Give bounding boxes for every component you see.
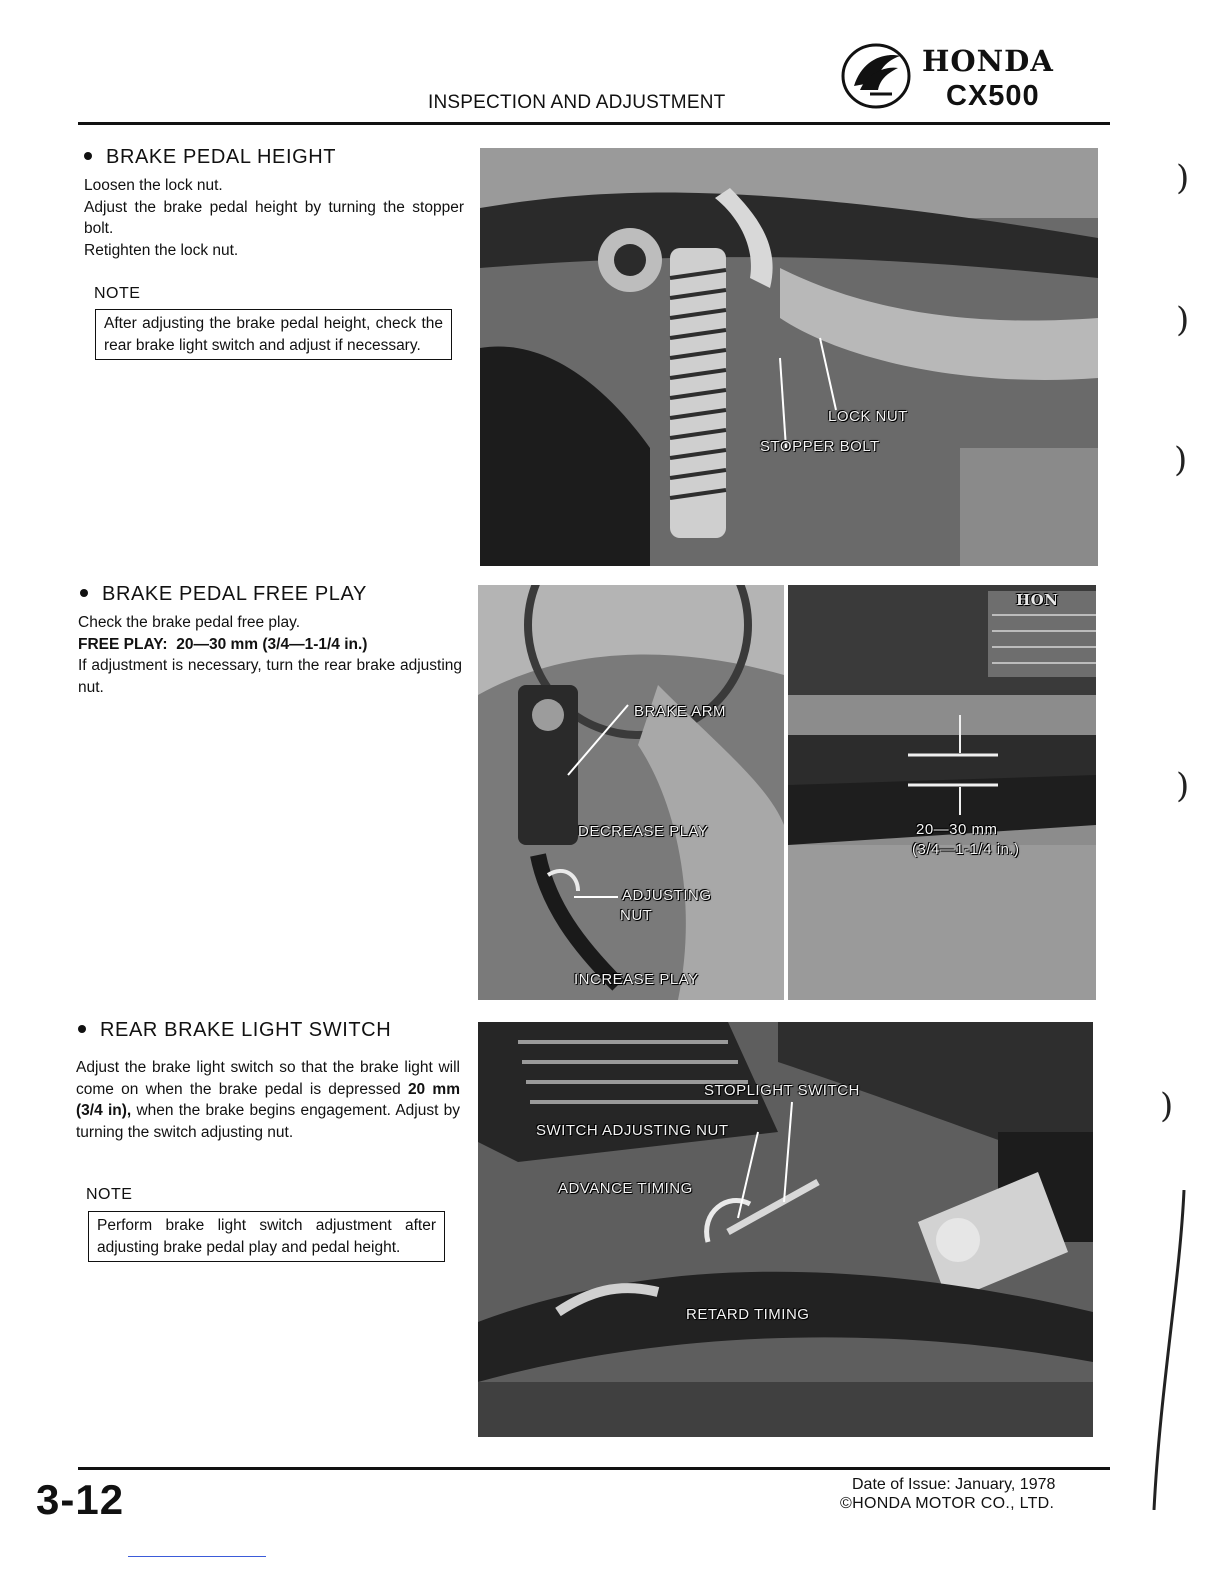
copyright: ©HONDA MOTOR CO., LTD. <box>840 1495 1055 1512</box>
photo-free-play-measure <box>788 585 1096 1000</box>
binder-mark: ) <box>1176 300 1190 340</box>
photo-label-switch-adjusting-nut: SWITCH ADJUSTING NUT <box>536 1122 729 1139</box>
honda-wing-logo-icon <box>840 42 912 110</box>
paragraph: Loosen the lock nut. <box>84 177 223 194</box>
spec-line <box>78 634 462 656</box>
bullet-icon <box>78 1025 86 1033</box>
model-name: CX500 <box>946 80 1040 112</box>
footer-rule <box>78 1467 1110 1470</box>
photo-label-free-play-mm: 20—30 mm <box>916 821 998 838</box>
photo-label-stoplight-switch: STOPLIGHT SWITCH <box>704 1082 860 1099</box>
spec-label: FREE PLAY: <box>78 635 168 653</box>
photo-label-honda-badge: HON <box>1016 591 1059 609</box>
photo-brake-light-switch <box>478 1022 1093 1437</box>
brand-name: HONDA <box>922 44 1054 78</box>
paragraph: Retighten the lock nut. <box>84 241 239 259</box>
binder-edge-line <box>1150 1190 1190 1510</box>
section-body-brake-pedal-height <box>84 175 464 261</box>
photo-brake-pedal-height <box>480 148 1098 566</box>
photo-image <box>480 148 1098 566</box>
note-label: NOTE <box>94 285 141 302</box>
photo-label-stopper-bolt: STOPPER BOLT <box>760 438 880 455</box>
photo-image <box>478 585 784 1000</box>
paragraph: Adjust the brake pedal height by turning the stopper bolt. <box>84 198 464 237</box>
photo-image <box>788 585 1096 1000</box>
photo-label-retard-timing: RETARD TIMING <box>686 1306 810 1323</box>
photo-label-brake-arm: BRAKE ARM <box>634 703 727 720</box>
paragraph-text: Adjust the brake light switch so that the brake light will come on when the brake pedal is depressed <box>76 1059 460 1098</box>
section-body-brake-pedal-free-play <box>78 612 462 698</box>
section-body-rear-brake-light-switch <box>76 1057 460 1143</box>
note-label: NOTE <box>86 1186 133 1203</box>
photo-label-lock-nut: LOCK NUT <box>828 408 908 425</box>
photo-label-increase-play: INCREASE PLAY <box>574 971 699 988</box>
page-section-title: INSPECTION AND ADJUSTMENT <box>428 92 726 113</box>
section-title-brake-pedal-free-play <box>80 583 367 606</box>
photo-brake-arm <box>478 585 784 1000</box>
header-rule <box>78 122 1110 125</box>
bullet-icon <box>80 589 88 597</box>
binder-mark: ) <box>1174 440 1188 480</box>
note-box: Perform brake light switch adjustment after adjusting brake pedal play and pedal height. <box>88 1211 445 1262</box>
section-title-text: REAR BRAKE LIGHT SWITCH <box>100 1019 392 1041</box>
bullet-icon <box>84 152 92 160</box>
paragraph-bold: 20 mm (3/4 in), <box>76 1080 460 1119</box>
binder-mark: ) <box>1176 766 1190 806</box>
paragraph: If adjustment is necessary, turn the rear brake adjusting nut. <box>78 657 462 696</box>
section-title-text: BRAKE PEDAL HEIGHT <box>106 146 337 168</box>
paragraph <box>76 1057 460 1143</box>
footer-underline <box>128 1556 266 1557</box>
photo-label-free-play-in: (3/4—1-1/4 in.) <box>912 841 1020 858</box>
photo-label-nut: NUT <box>620 907 653 924</box>
note-box: After adjusting the brake pedal height, check the rear brake light switch and adjust if necessary. <box>95 309 452 360</box>
photo-label-decrease-play: DECREASE PLAY <box>578 823 709 840</box>
page-number: 3-12 <box>36 1476 125 1523</box>
paragraph-text: when the brake begins engagement. Adjust by turning the switch adjusting nut. <box>76 1102 461 1141</box>
date-of-issue: Date of Issue: January, 1978 <box>852 1476 1056 1493</box>
section-title-brake-pedal-height <box>84 146 336 169</box>
section-title-rear-brake-light-switch <box>78 1019 391 1042</box>
photo-label-advance-timing: ADVANCE TIMING <box>558 1180 693 1197</box>
section-title-text: BRAKE PEDAL FREE PLAY <box>102 583 367 605</box>
photo-label-adjusting: ADJUSTING <box>622 887 712 904</box>
binder-mark: ) <box>1160 1086 1174 1126</box>
binder-mark: ) <box>1176 158 1190 198</box>
spec-value: 20—30 mm (3/4—1-1/4 in.) <box>176 635 368 653</box>
paragraph: Check the brake pedal free play. <box>78 614 301 631</box>
